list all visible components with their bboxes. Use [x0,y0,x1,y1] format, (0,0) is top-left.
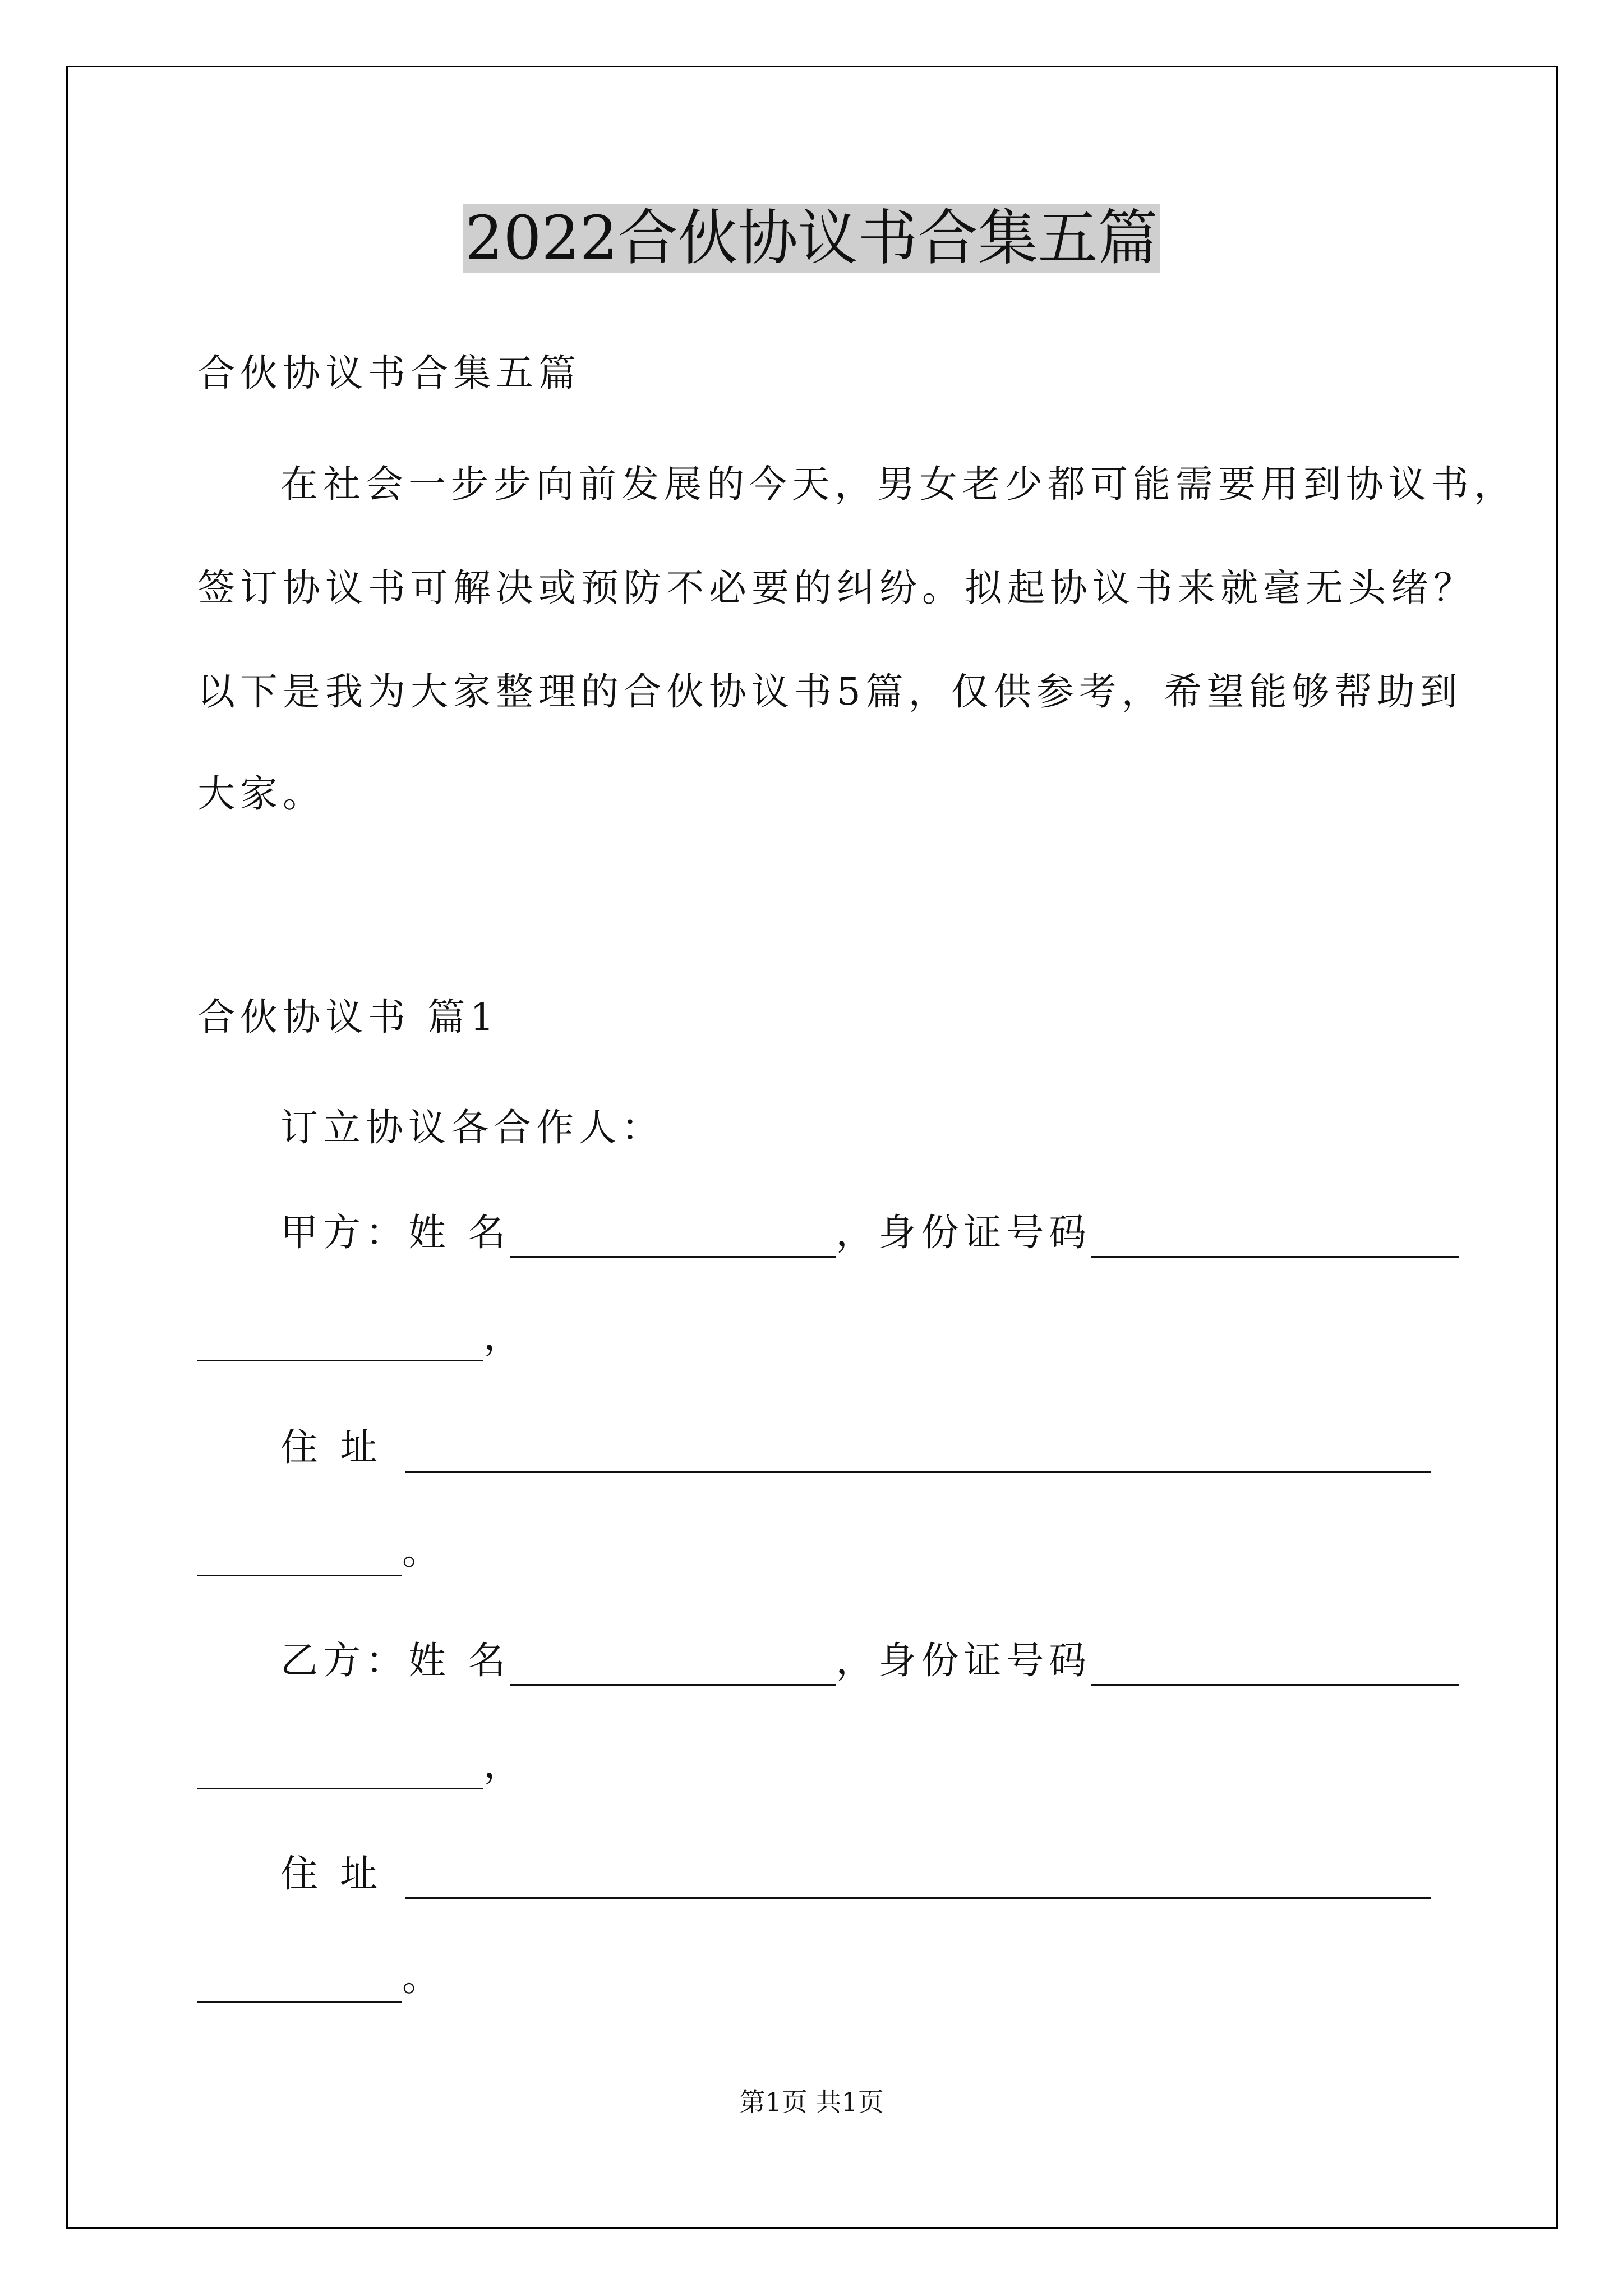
party-b-address-label: 住 址 [280,1852,383,1895]
party-a-address-label: 住 址 [280,1425,383,1469]
party-b-row [280,1635,1459,1686]
intro-line-2: 签订协议书可解决或预防不必要的纠纷。拟起协议书来就毫无头绪？ [197,566,1476,610]
party-a-address-blank-continued[interactable] [197,1533,402,1576]
party-b-name-label: 乙方：姓 名 [280,1639,511,1682]
page-footer: 第1页 共1页 [739,2087,884,2117]
intro-line-1: 在社会一步步向前发展的今天，男女老少都可能需要用到协议书， [280,462,1516,506]
party-b-id-blank[interactable] [1091,1642,1459,1686]
party-b-name-blank[interactable] [510,1642,836,1686]
party-a-end-mark: 。 [402,1529,445,1573]
party-a-name-label: 甲方：姓 名 [280,1211,511,1254]
document-title [0,199,1623,278]
party-a-id-blank[interactable] [1091,1214,1459,1258]
party-b-id-label: ，身份证号码 [836,1639,1092,1682]
party-b-comma: ， [483,1742,526,1786]
party-a-address-blank[interactable] [405,1429,1431,1473]
intro-line-3: 以下是我为大家整理的合伙协议书5篇，仅供参考，希望能够帮助到 [197,670,1463,714]
party-b-end-mark: 。 [402,1955,445,1999]
document-title-text: 2022合伙协议书合集五篇 [463,204,1160,273]
party-a-row [280,1207,1459,1258]
party-a-id-continued-row [197,1311,526,1361]
party-a-address-row [280,1422,1431,1473]
parties-intro: 订立协议各合作人： [280,1106,664,1149]
party-a-name-blank[interactable] [510,1214,836,1258]
party-b-id-continued-row [197,1739,526,1789]
party-b-address-blank-continued[interactable] [197,1959,402,2003]
party-a-id-blank-continued[interactable] [197,1318,483,1361]
party-a-id-label: ，身份证号码 [836,1211,1092,1254]
party-b-address-continued-row [197,1952,445,2003]
section-heading: 合伙协议书 篇1 [197,995,499,1039]
party-a-comma: ， [483,1314,526,1358]
party-b-address-blank[interactable] [405,1856,1431,1899]
intro-line-4: 大家。 [197,772,325,816]
document-subtitle: 合伙协议书合集五篇 [197,351,581,395]
party-a-address-continued-row [197,1526,445,1576]
party-b-id-blank-continued[interactable] [197,1746,483,1789]
party-b-address-row [280,1848,1431,1899]
